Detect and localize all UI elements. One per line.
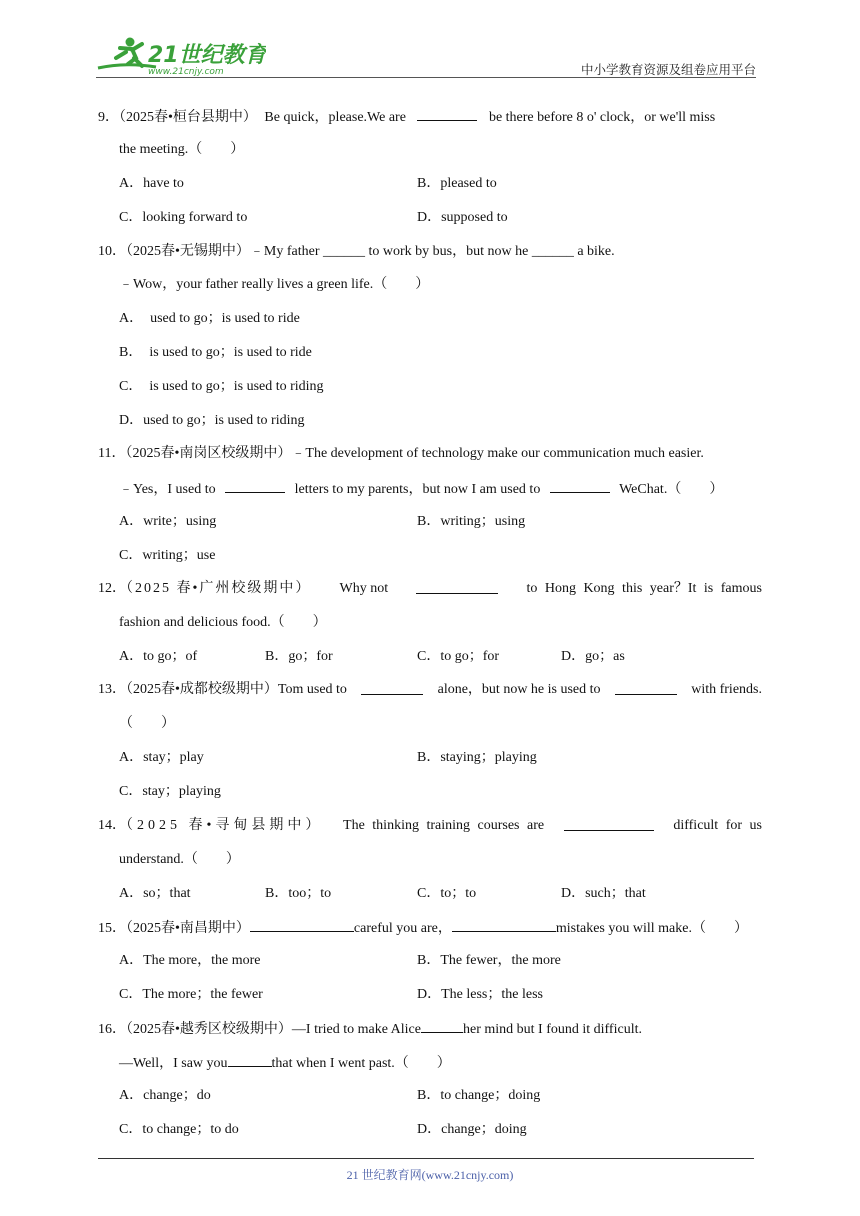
option-c: C．The more；the fewer: [119, 987, 263, 1002]
option-a: A．The more，the more: [119, 953, 261, 968]
question-13: 13．（2025春•成都校级期中）Tom used to alone，but now he is used to with friends.: [98, 682, 762, 697]
question-16: 16．（2025春•越秀区校级期中）—I tried to make Alice her mind but I found it difficult.: [98, 1019, 642, 1039]
option-d: D．used to go；is used to riding: [119, 413, 305, 428]
option-a: A．to go；of: [119, 649, 198, 664]
answer-blank: [452, 918, 556, 932]
option-d: D．change；doing: [417, 1122, 527, 1137]
option-a: A．change；do: [119, 1088, 211, 1103]
answer-blank: [361, 681, 423, 695]
option-d: D．supposed to: [417, 210, 508, 225]
option-a: A．have to: [119, 176, 184, 191]
option-b: B．too；to: [265, 886, 332, 901]
question-11-line2: ﹣Yes，I used to letters to my parents，but now I am used to WeChat.（ ）: [119, 479, 723, 499]
site-logo: [96, 34, 266, 76]
option-a: A．write；using: [119, 514, 217, 529]
option-a: A．stay；play: [119, 750, 204, 765]
answer-blank: [615, 681, 677, 695]
option-a: A． used to go；is used to ride: [119, 311, 300, 326]
option-d: D．The less；the less: [417, 987, 543, 1002]
answer-blank: [417, 107, 477, 121]
question-9: 9．（2025春•桓台县期中） Be quick，please.We are be there before 8 o' clock，or we'll miss: [98, 107, 715, 127]
question-15: 15．（2025春•南昌期中） careful you are， mistakes you will make.（ ）: [98, 918, 748, 938]
question-10-line2: ﹣Wow，your father really lives a green life.（ ）: [119, 277, 430, 292]
option-a: A．so；that: [119, 886, 191, 901]
question-10: 10．（2025春•无锡期中）﹣My father ______ to work by bus，but now he ______ a bike.: [98, 244, 615, 259]
answer-blank: [228, 1053, 272, 1067]
question-12: 12．（2025 春•广州校级期中） Why not to Hong Kong this year？It is famous: [98, 581, 762, 596]
logo-url: www.21cnjy.com: [148, 67, 224, 76]
answer-blank: [550, 479, 610, 493]
question-12-line2: fashion and delicious food.（ ）: [119, 615, 327, 630]
option-d: D．such；that: [561, 886, 646, 901]
option-b: B．go；for: [265, 649, 333, 664]
question-13-line2: （ ）: [119, 716, 175, 731]
answer-blank: [564, 817, 654, 831]
answer-blank: [416, 580, 498, 594]
answer-blank: [225, 479, 285, 493]
answer-blank: [421, 1019, 463, 1033]
header-divider: [96, 77, 756, 78]
option-b: B．The fewer，the more: [417, 953, 561, 968]
logo-text: 21世纪教育: [148, 43, 266, 68]
footer-text: 21 世纪教育网(www.21cnjy.com): [346, 1168, 514, 1182]
option-c: C．to change；to do: [119, 1122, 239, 1137]
footer-divider: [98, 1158, 754, 1159]
question-14-line2: understand.（ ）: [119, 852, 240, 867]
platform-title: 中小学教育资源及组卷应用平台: [580, 63, 756, 77]
option-b: B． is used to go；is used to ride: [119, 345, 312, 360]
option-b: B．writing；using: [417, 514, 526, 529]
runner-logo-icon: [96, 34, 266, 76]
option-b: B．pleased to: [417, 176, 497, 191]
question-9-line2: the meeting.（ ）: [119, 142, 245, 157]
option-b: B．staying；playing: [417, 750, 537, 765]
option-b: B．to change；doing: [417, 1088, 541, 1103]
option-c: C． is used to go；is used to riding: [119, 379, 324, 394]
option-c: C．to go；for: [417, 649, 500, 664]
page-header: [96, 34, 756, 78]
option-d: D．go；as: [561, 649, 625, 664]
question-16-line2: —Well，I saw you that when I went past.（ ）: [119, 1053, 451, 1073]
question-11: 11．（2025春•南岗区校级期中）﹣The development of technology make our communication much easier.: [98, 446, 704, 461]
option-c: C．looking forward to: [119, 210, 248, 225]
option-c: C．to；to: [417, 886, 477, 901]
question-14: 14．（2025 春•寻甸县期中） The thinking training courses are difficult for us: [98, 818, 762, 833]
option-c: C．writing；use: [119, 548, 216, 563]
option-c: C．stay；playing: [119, 784, 221, 799]
answer-blank: [250, 918, 354, 932]
